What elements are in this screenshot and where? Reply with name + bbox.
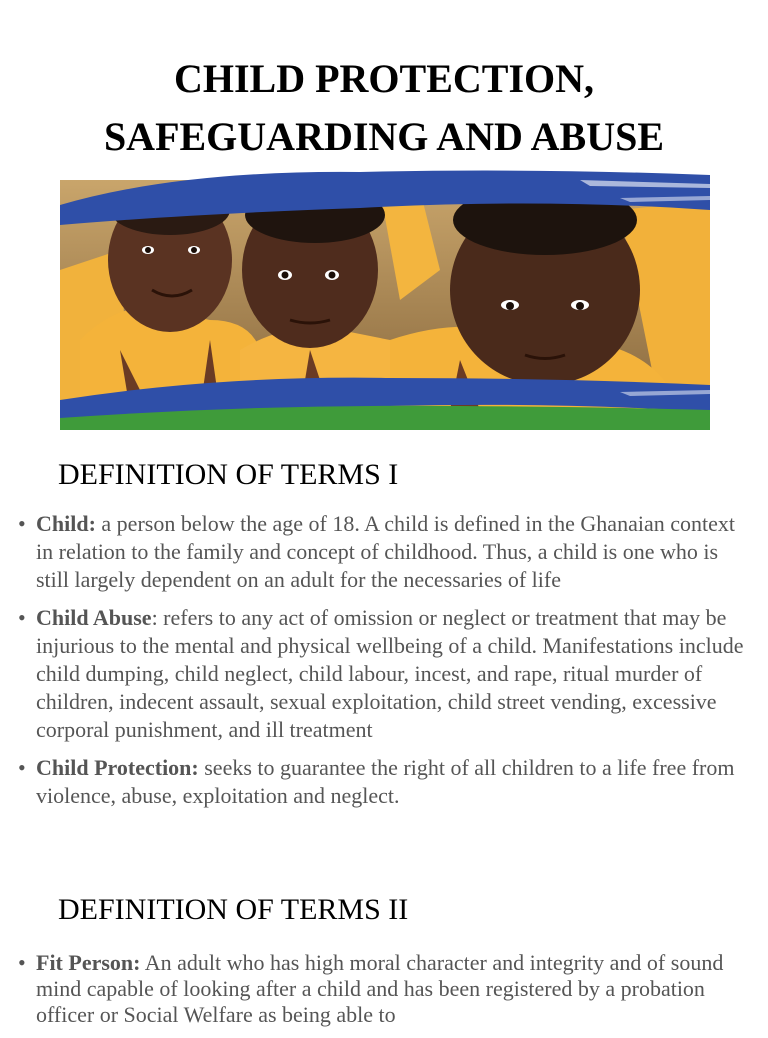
definition-text: a person below the age of 18. A child is defined in the Ghanaian context in relation to the family and concept of childhood. Thus, a child is one who is still largely dependent on an adult for the necessaries of life [36,511,735,592]
definition-text: An adult who has high moral character and integrity and of sound mind capable of looking after a child and has been registered by a probation officer or Social Welfare as being able to [36,950,724,1027]
list-item [18,754,748,810]
bullet-icon: • [18,950,26,975]
list-item [18,604,748,744]
definitions-list-1 [18,510,748,820]
definition-text: seeks to guarantee the right of all children to a life free from violence, abuse, exploitation and neglect. [36,755,735,808]
term-child-protection: Child Protection: [36,755,199,780]
title-line-1: CHILD PROTECTION, [173,56,595,101]
children-photo [60,150,710,430]
definitions-list-2 [18,950,758,1038]
bullet-icon: • [18,755,26,780]
document-title [0,50,768,166]
children-photo-banner [60,150,710,430]
term-fit-person: Fit Person: [36,950,141,975]
bullet-icon: • [18,605,26,630]
section-heading-terms-2: DEFINITION OF TERMS II [58,893,409,926]
list-item [18,950,758,1028]
title-line-2: SAFEGUARDING AND ABUSE [103,114,665,159]
term-child: Child: [36,511,96,536]
section-heading-terms-1: DEFINITION OF TERMS I [58,458,399,491]
bullet-icon: • [18,511,26,536]
list-item [18,510,748,594]
definition-text: : refers to any act of omission or neglect or treatment that may be injurious to the mental and physical wellbeing of a child. Manifestations include child dumping, child neglect, child labour, incest, and rape, ritual murder of children, indecent assault, sexual exploitation, child street vending, excessive corporal punishment, and ill treatment [36,605,744,742]
term-child-abuse: Child Abuse [36,605,152,630]
